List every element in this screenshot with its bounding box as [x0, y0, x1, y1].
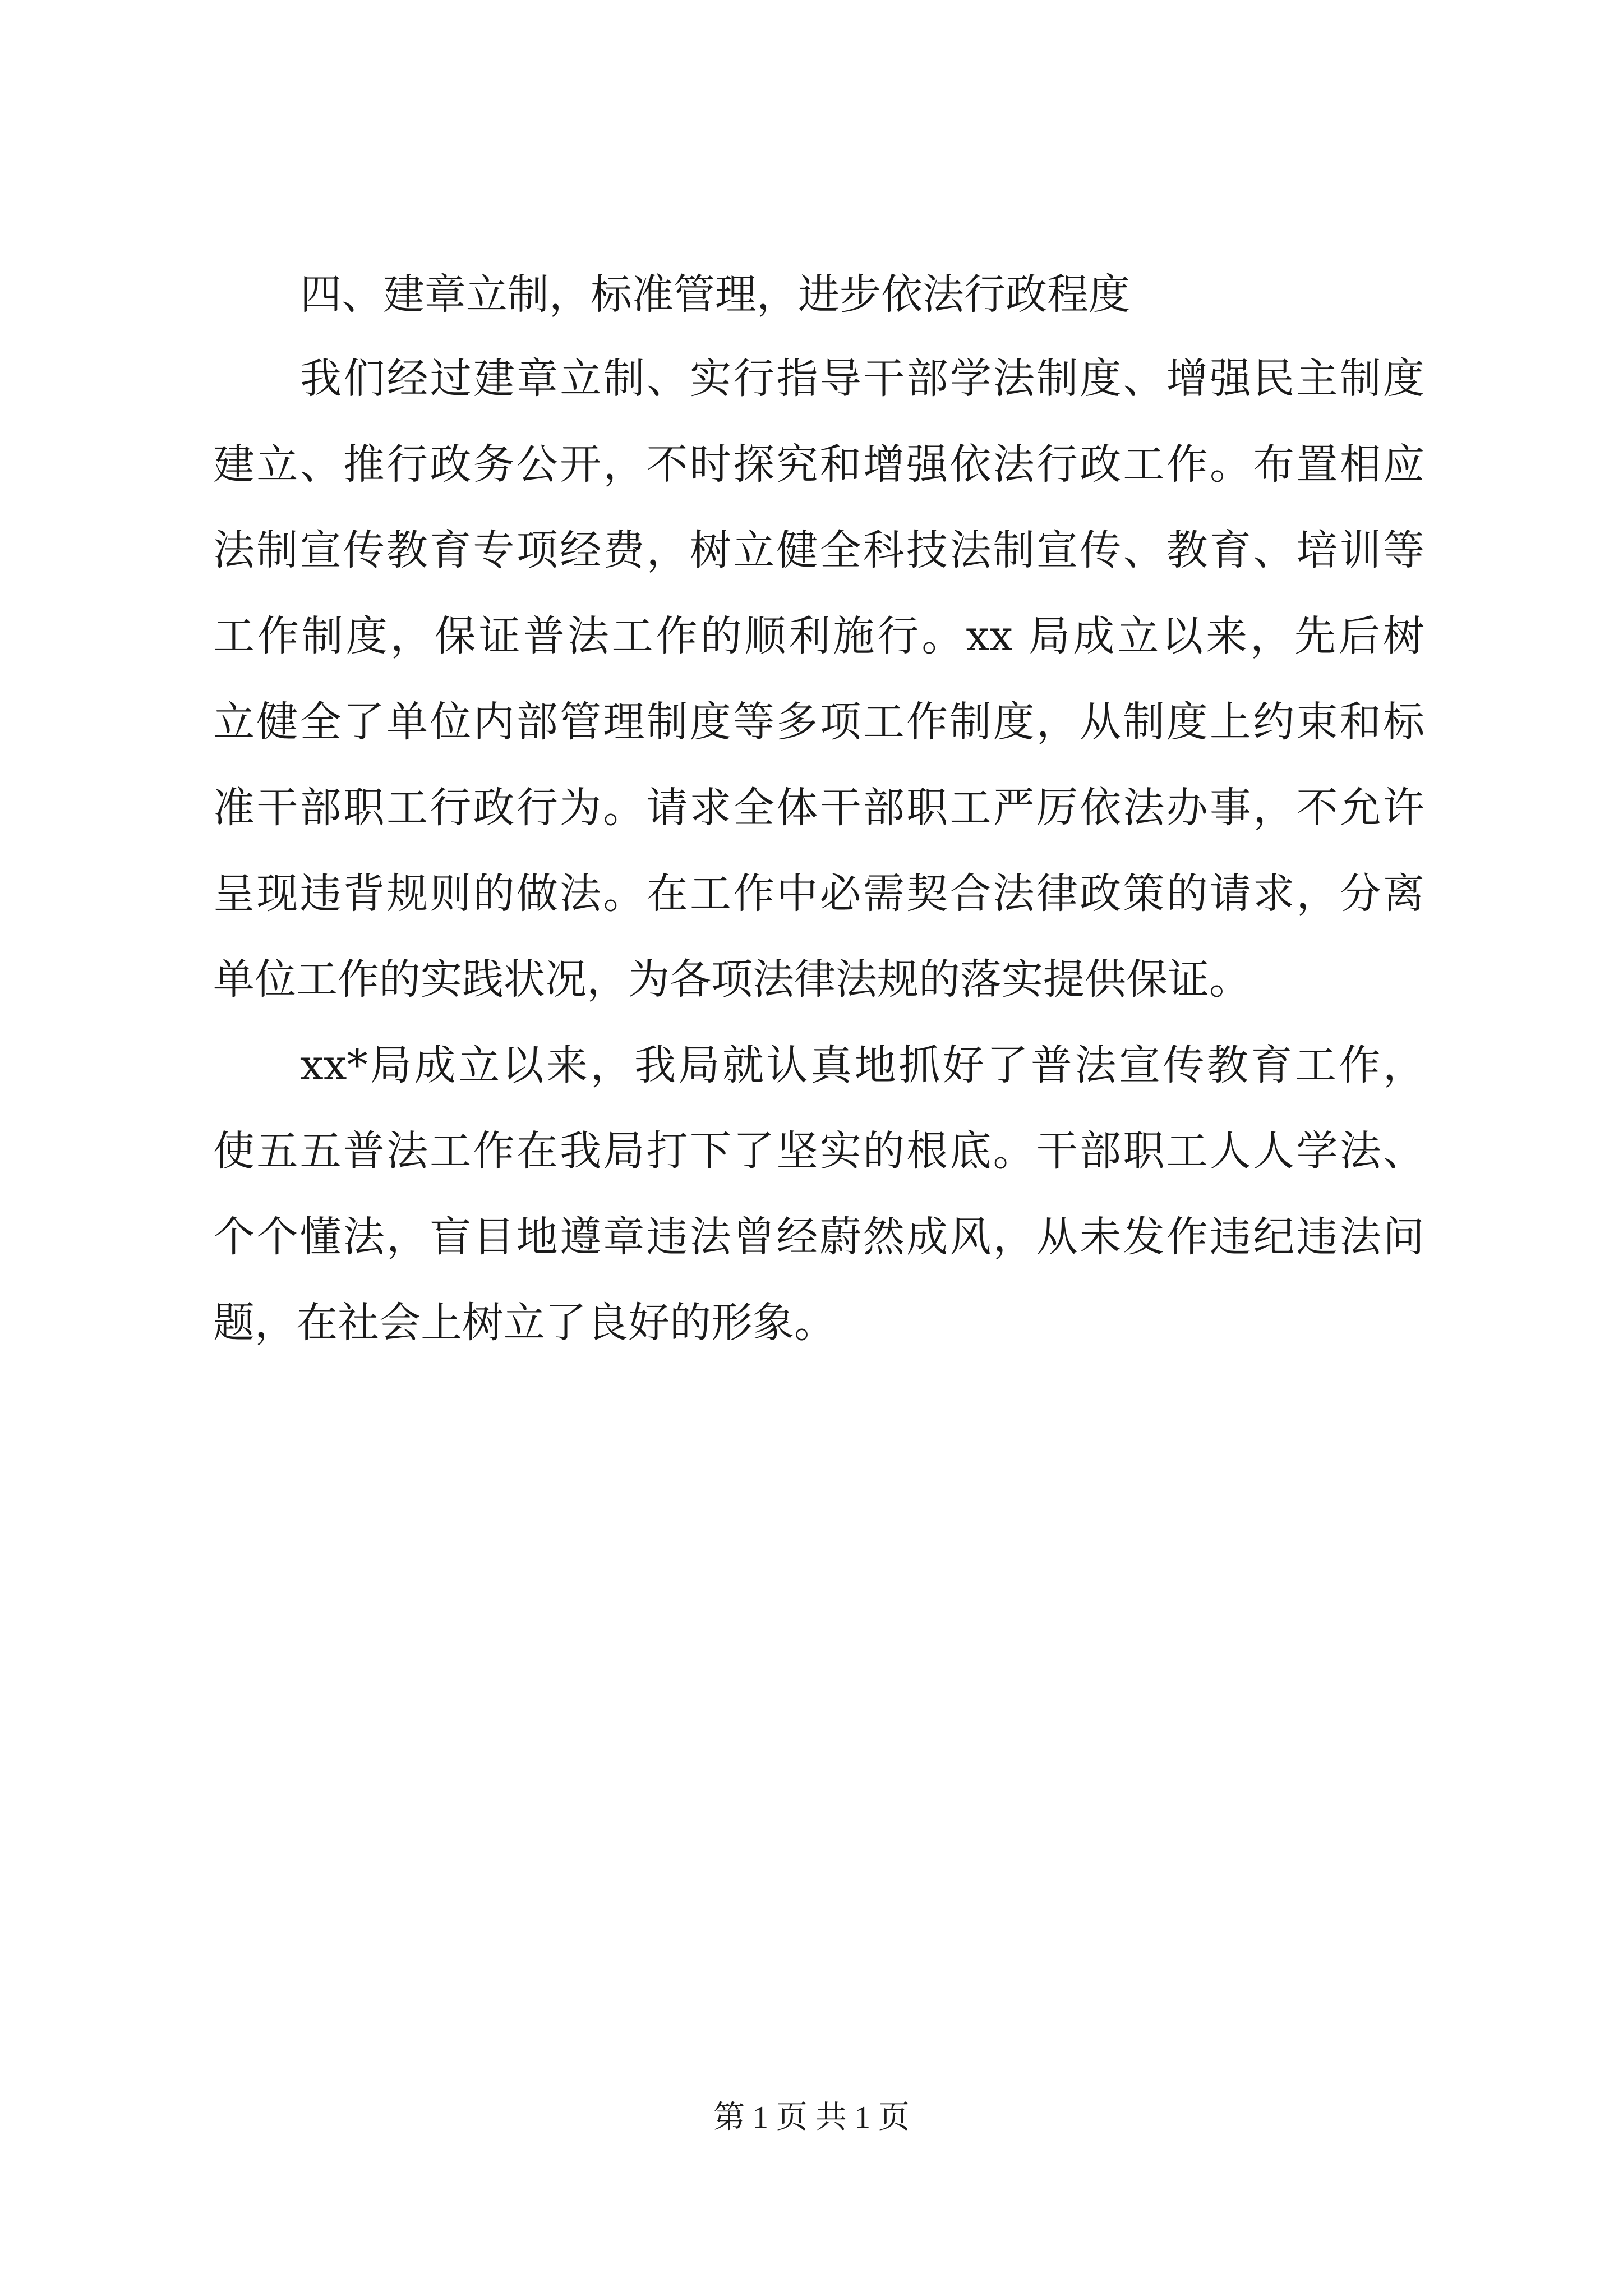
paragraph-line: 建立、推行政务公开，不时探究和增强依法行政工作。布置相应 [213, 440, 1424, 489]
paragraph-line: 准干部职工行政行为。请求全体干部职工严厉依法办事，不允许 [213, 784, 1424, 832]
section-heading: 四、建章立制，标准管理，进步依法行政程度 [300, 270, 1130, 319]
paragraph-line: 单位工作的实践状况，为各项法律法规的落实提供保证。 [213, 955, 1251, 1004]
paragraph-line: 法制宣传教育专项经费，树立健全科技法制宣传、教育、培训等 [213, 526, 1424, 574]
paragraph-line: 立健全了单位内部管理制度等多项工作制度，从制度上约束和标 [213, 698, 1424, 746]
paragraph-line: 我们经过建章立制、实行指导干部学法制度、增强民主制度 [300, 355, 1424, 403]
paragraph-line: xx*局成立以来，我局就认真地抓好了普法宣传教育工作， [300, 1041, 1424, 1089]
paragraph-line: 个个懂法，盲目地遵章违法曾经蔚然成风，从未发作违纪违法问 [213, 1213, 1424, 1261]
page-footer: 第 1 页 共 1 页 [713, 2100, 910, 2135]
paragraph-line: 使五五普法工作在我局打下了坚实的根底。干部职工人人学法、 [213, 1127, 1424, 1175]
paragraph-line: 呈现违背规则的做法。在工作中必需契合法律政策的请求，分离 [213, 869, 1424, 918]
paragraph-line: 题，在社会上树立了良好的形象。 [213, 1299, 836, 1347]
paragraph-line: 工作制度，保证普法工作的顺利施行。xx 局成立以来，先后树 [213, 612, 1424, 660]
